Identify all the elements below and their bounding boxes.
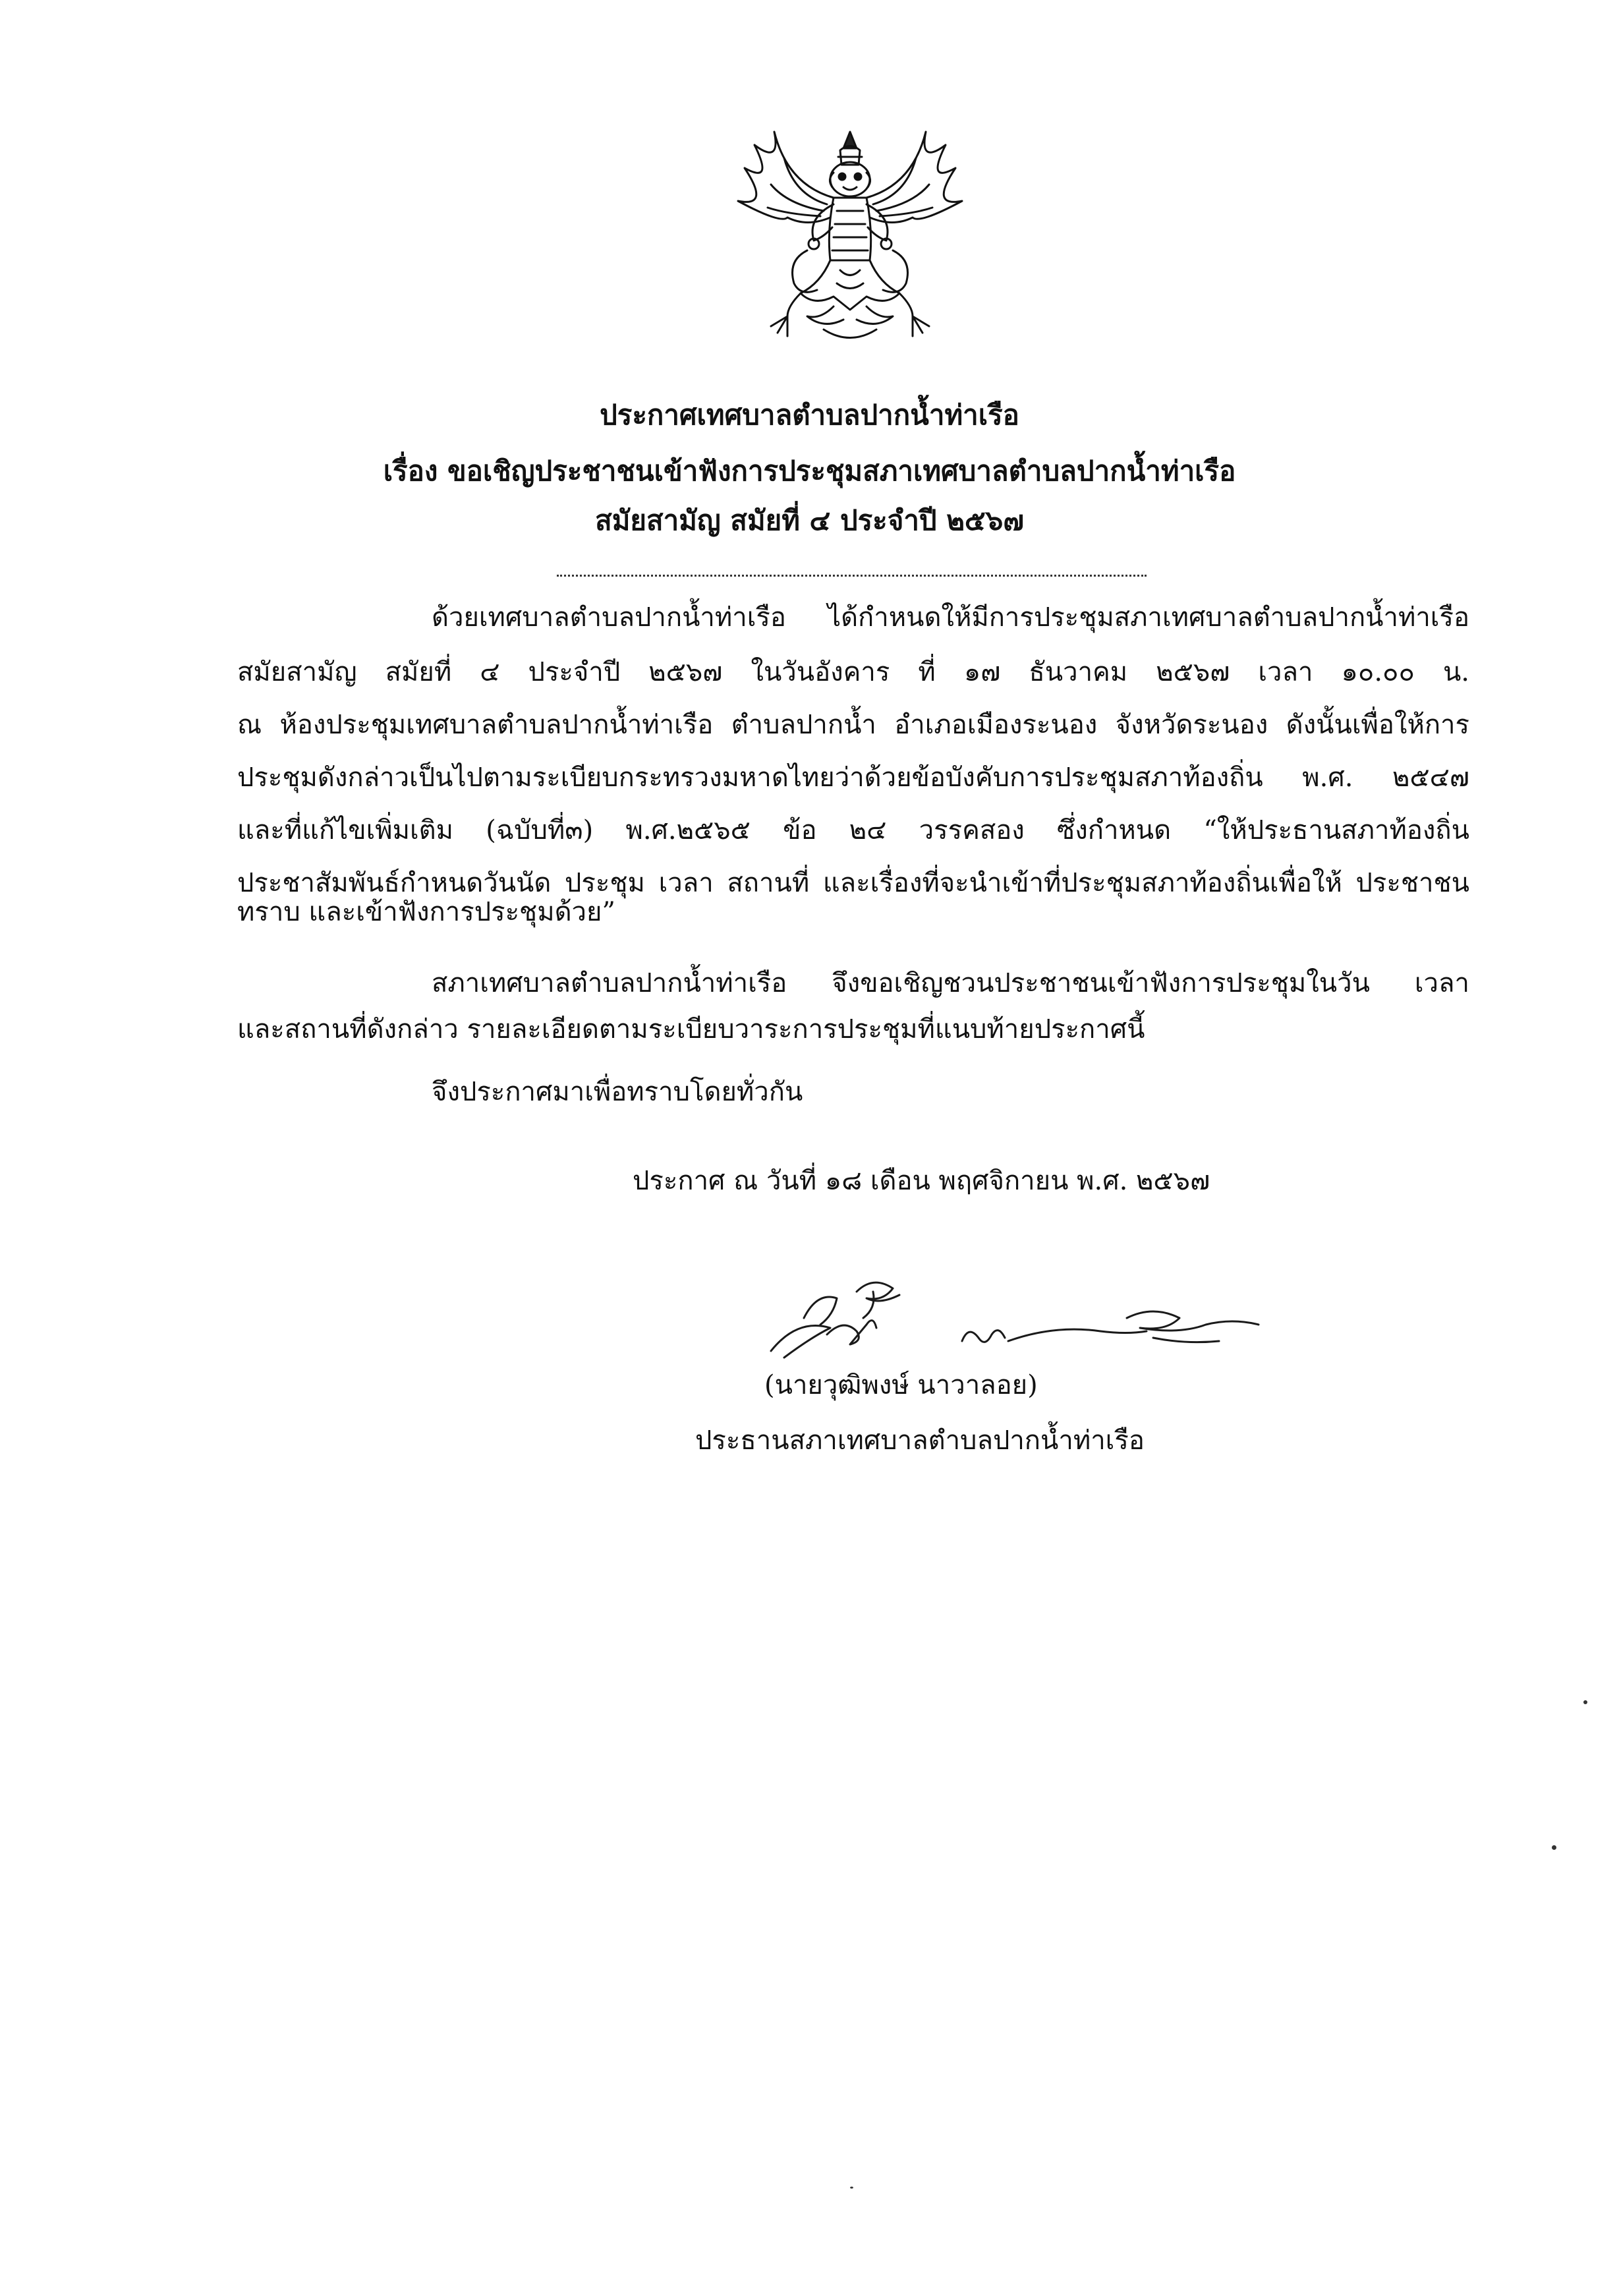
- signatory-name: (นายวุฒิพงษ์ นาวาลอย): [764, 1370, 1038, 1400]
- paragraph1-line-last: ทราบ และเข้าฟังการประชุมด้วย”: [237, 897, 615, 927]
- scan-speck: [1583, 1700, 1587, 1704]
- paragraph1-line: ประชุมดังกล่าวเป็นไปตามระเบียบกระทรวงมหาดไทยว่าด้วยข้อบังคับการประชุมสภาท้องถิ่น พ.ศ. ๒๕๔๗: [237, 762, 1469, 793]
- announcement-session: สมัยสามัญ สมัยที่ ๔ ประจำปี ๒๕๖๗: [595, 504, 1024, 536]
- paragraph1-line: ด้วยเทศบาลตำบลปากน้ำท่าเรือ ได้กำหนดให้มีการประชุมสภาเทศบาลตำบลปากน้ำท่าเรือ: [432, 602, 1469, 633]
- closing-line: จึงประกาศมาเพื่อทราบโดยทั่วกัน: [432, 1077, 803, 1107]
- scan-speck: [850, 2187, 853, 2189]
- paragraph1-line: และที่แก้ไขเพิ่มเติม (ฉบับที่๓) พ.ศ.๒๕๖๕ ข้อ ๒๔ วรรคสอง ซึ่งกำหนด “ให้ประธานสภาท้องถิ่น: [237, 815, 1469, 846]
- divider-dotted: [557, 575, 1147, 577]
- paragraph1-line: สมัยสามัญ สมัยที่ ๔ ประจำปี ๒๕๖๗ ในวันอังคาร ที่ ๑๗ ธันวาคม ๒๕๖๗ เวลา ๑๐.๐๐ น.: [237, 657, 1469, 687]
- garuda-emblem-icon: [708, 119, 992, 346]
- signatory-title: ประธานสภาเทศบาลตำบลปากน้ำท่าเรือ: [695, 1425, 1145, 1456]
- announcement-subject: เรื่อง ขอเชิญประชาชนเข้าฟังการประชุมสภาเทศบาลตำบลปากน้ำท่าเรือ: [383, 455, 1236, 487]
- paragraph2-line: สภาเทศบาลตำบลปากน้ำท่าเรือ จึงขอเชิญชวนประชาชนเข้าฟังการประชุมในวัน เวลา: [432, 968, 1469, 998]
- announcement-title: ประกาศเทศบาลตำบลปากน้ำท่าเรือ: [600, 399, 1019, 431]
- paragraph1-line: ประชาสัมพันธ์กำหนดวันนัด ประชุม เวลา สถานที่ และเรื่องที่จะนำเข้าที่ประชุมสภาท้องถิ่นเพื่อให้ ประชาชน: [237, 868, 1469, 898]
- handwritten-signature-icon: [758, 1278, 1272, 1371]
- announcement-date: ประกาศ ณ วันที่ ๑๘ เดือน พฤศจิกายน พ.ศ. ๒๕๖๗: [633, 1166, 1210, 1196]
- paragraph2-line-last: และสถานที่ดังกล่าว รายละเอียดตามระเบียบวาระการประชุมที่แนบท้ายประกาศนี้: [237, 1014, 1145, 1045]
- scan-speck: [1552, 1845, 1556, 1850]
- paragraph1-line: ณ ห้องประชุมเทศบาลตำบลปากน้ำท่าเรือ ตำบลปากน้ำ อำเภอเมืองระนอง จังหวัดระนอง ดังนั้นเพื่อให้การ: [237, 710, 1469, 740]
